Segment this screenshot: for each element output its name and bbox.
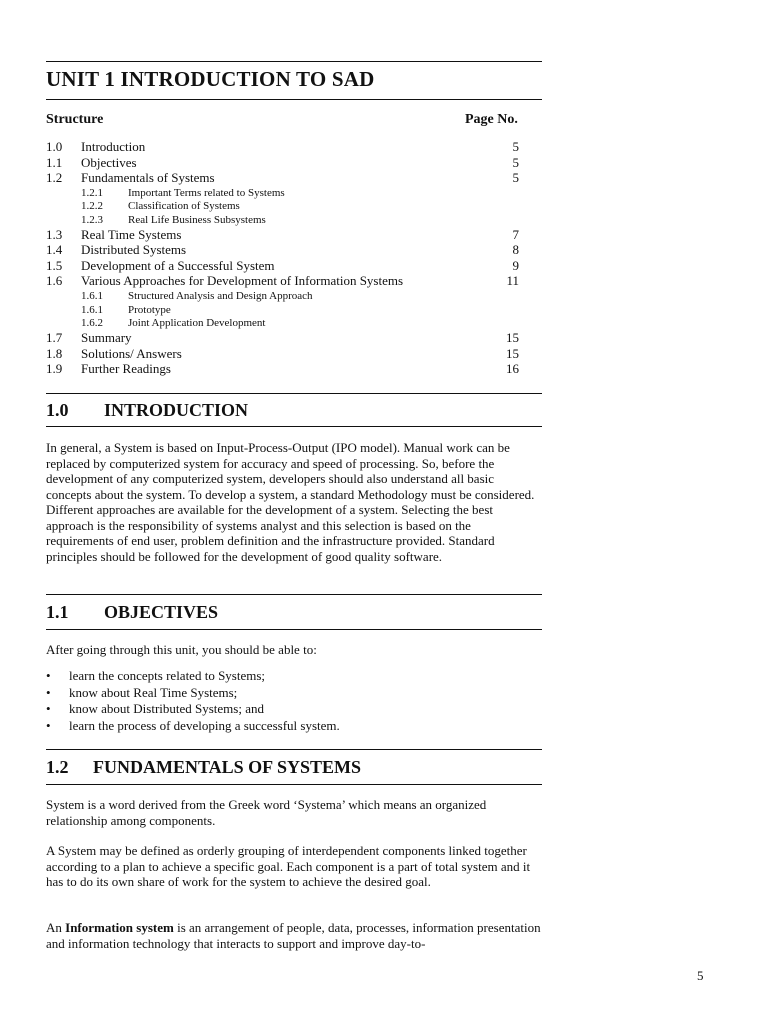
toc-title: Important Terms related to Systems — [128, 186, 285, 199]
list-item-text: know about Distributed Systems; and — [69, 701, 264, 716]
fundamentals-paragraph-2: A System may be defined as orderly grouping of interdependent components linked together according to a plan to achieve a specific goal. Each component is a part of total system and it has to do its own share of work for the system to achieve the desired goal. — [46, 843, 531, 889]
toc-title: Joint Application Development — [128, 317, 266, 330]
section-heading: INTRODUCTION — [104, 400, 249, 420]
toc-page-number: 5 — [512, 154, 519, 170]
toc-subentry — [46, 213, 542, 227]
toc-subentry — [46, 303, 542, 317]
toc-entry — [46, 139, 542, 155]
bold-term: Information system — [65, 920, 174, 935]
toc-title: Classification of Systems — [128, 200, 240, 213]
section-heading: OBJECTIVES — [104, 602, 219, 622]
toc-entry — [46, 170, 542, 186]
toc-number: 1.6.1 — [81, 289, 103, 302]
toc-subentry — [46, 316, 542, 330]
toc-title: Real Life Business Subsystems — [128, 214, 266, 227]
toc-page-number: 8 — [512, 242, 519, 258]
toc-title: Introduction — [81, 139, 146, 154]
toc-number: 1.0 — [46, 139, 63, 154]
list-item — [46, 685, 542, 702]
unit-title-rule — [46, 99, 542, 100]
introduction-paragraph: In general, a System is based on Input-Process-Output (IPO model). Manual work can be replaced by computerized system for accuracy and speed of processing. So, before the development of any computerized system, developers should also understand all basic concepts about the system. To develop a system, a standard Methodology must be considered. Different approaches are available for the development of a system. Selecting the best approach is the responsibility of systems analyst and this selection is based on the requirements of end user, problem definition and the infrastructure provided. Standard principles should be followed for the development of good quality software. — [46, 440, 535, 564]
toc-number: 1.7 — [46, 330, 63, 346]
section-title-introduction — [46, 400, 248, 421]
fundamentals-paragraph-3 — [46, 920, 542, 951]
toc-page-number: 16 — [506, 361, 519, 377]
toc-number: 1.6.1 — [81, 303, 103, 316]
section-title-objectives — [46, 602, 218, 623]
toc-entry — [46, 258, 542, 274]
toc-page-number: 11 — [506, 273, 519, 289]
toc-title: Summary — [81, 330, 132, 346]
toc-number: 1.6 — [46, 273, 63, 289]
bullet-icon: • — [46, 684, 51, 700]
bullet-icon: • — [46, 717, 51, 733]
structure-label: Structure — [46, 112, 104, 127]
toc-title: Real Time Systems — [81, 226, 182, 242]
bullet-icon: • — [46, 668, 51, 683]
section-rule — [46, 393, 542, 394]
toc-number: 1.2.3 — [81, 214, 103, 227]
section-title-fundamentals — [46, 757, 361, 778]
toc-title: Various Approaches for Development of Information Systems — [81, 273, 404, 289]
text-run: is an arrangement of people, data, processes, information presentation and information technology that interacts to support and improve day-to- — [46, 920, 541, 951]
toc-title: Structured Analysis and Design Approach — [128, 289, 313, 302]
toc-number: 1.2.2 — [81, 200, 103, 213]
toc-entry — [46, 330, 542, 346]
text-run: An — [46, 920, 66, 935]
toc-title: Development of a Successful System — [81, 257, 275, 273]
toc-number: 1.1 — [46, 154, 63, 170]
toc-entry — [46, 227, 542, 243]
toc-number: 1.3 — [46, 226, 63, 242]
page-no-label: Page No. — [465, 112, 518, 127]
list-item-text: learn the process of developing a successful system. — [69, 717, 340, 733]
list-item — [46, 718, 542, 735]
unit-title: UNIT 1 INTRODUCTION TO SAD — [46, 67, 375, 91]
toc-title: Further Readings — [81, 361, 171, 377]
list-item — [46, 701, 542, 718]
toc-number: 1.6.2 — [81, 317, 103, 330]
toc-subentry — [46, 186, 542, 200]
toc-page-number: 5 — [512, 139, 519, 154]
section-rule — [46, 594, 542, 595]
objectives-intro: After going through this unit, you should be able to: — [46, 642, 317, 657]
toc-number: 1.8 — [46, 345, 63, 361]
toc-page-number: 9 — [512, 257, 519, 273]
toc-entry — [46, 361, 542, 377]
toc-title: Objectives — [81, 154, 137, 170]
toc-number: 1.5 — [46, 257, 63, 273]
table-of-contents — [46, 139, 542, 377]
section-number: 1.1 — [46, 602, 69, 622]
top-rule — [46, 61, 542, 62]
toc-page-number: 15 — [506, 345, 519, 361]
toc-page-number: 15 — [506, 330, 519, 346]
list-item-text: know about Real Time Systems; — [69, 684, 238, 700]
section-heading: FUNDAMENTALS OF SYSTEMS — [93, 757, 362, 777]
toc-title: Solutions/ Answers — [81, 345, 182, 361]
list-item — [46, 668, 542, 685]
toc-title: Distributed Systems — [81, 242, 187, 258]
toc-number: 1.2 — [46, 170, 63, 185]
fundamentals-paragraph-1: System is a word derived from the Greek word ‘Systema’ which means an organized relationship among components. — [46, 797, 487, 828]
section-rule — [46, 784, 542, 785]
toc-number: 1.2.1 — [81, 186, 103, 199]
section-number: 1.2 — [46, 757, 69, 777]
toc-title: Prototype — [128, 303, 171, 316]
page-number: 5 — [697, 968, 704, 983]
toc-subentry — [46, 289, 542, 303]
toc-page-number: 7 — [512, 226, 519, 242]
toc-subentry — [46, 199, 542, 213]
section-number: 1.0 — [46, 400, 69, 420]
objectives-list — [46, 668, 542, 734]
toc-number: 1.4 — [46, 242, 63, 258]
section-rule — [46, 426, 542, 427]
section-rule — [46, 749, 542, 750]
toc-entry — [46, 273, 542, 289]
bullet-icon: • — [46, 701, 51, 716]
toc-entry — [46, 242, 542, 258]
toc-entry — [46, 346, 542, 362]
list-item-text: learn the concepts related to Systems; — [69, 668, 266, 683]
toc-number: 1.9 — [46, 361, 63, 377]
toc-entry — [46, 155, 542, 171]
section-rule — [46, 629, 542, 630]
toc-page-number: 5 — [512, 170, 519, 185]
toc-title: Fundamentals of Systems — [81, 170, 215, 185]
